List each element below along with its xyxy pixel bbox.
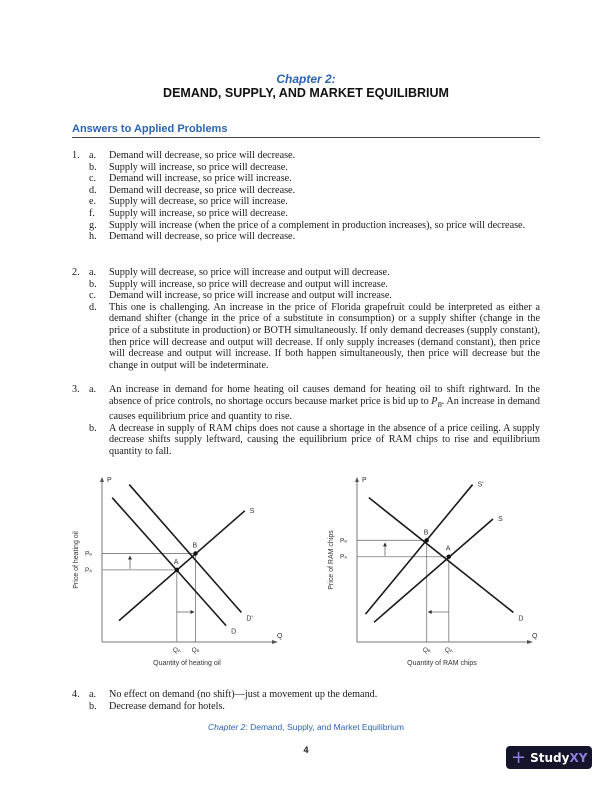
item-letter: g. [89,219,97,231]
x-axis-arrow [272,640,278,644]
equilibrium-label: A [173,558,179,566]
item-text: Supply will decrease, so price will increase and output will decrease. [109,267,390,278]
list-item [72,173,540,185]
y-axis-label: Price of heating oil [73,531,80,589]
list-item [72,231,540,243]
list-item [72,220,540,232]
list-item [72,423,540,458]
x-axis-label: Quantity of RAM chips [407,660,477,667]
item-text: Demand will increase, so price will increase and output will increase. [109,290,392,302]
list-item [72,701,540,713]
equilibrium-point-a [175,568,179,572]
question-2 [72,267,540,371]
item-letter: d. [89,184,97,196]
list-item [72,196,540,208]
item-text: An increase in demand for home heating oil causes demand for heating oil to shift rightward. In the absence of price controls, no shortage occurs because market price is bid up to $P_B$. An increase in demand causes equilibrium price and quantity to rise. [109,384,540,423]
item-text: Demand will increase, so price will increase. [109,173,292,185]
curve-label: S [498,516,503,523]
quantity-tick-label: QA [172,647,181,654]
item-letter: a. [89,384,97,395]
list-item [72,150,540,162]
item-letter: f. [89,207,95,219]
brand-accent: XY [569,750,588,765]
list-item [72,689,540,701]
item-text: Demand will decrease, so price will decrease. [109,184,296,196]
item-text: Demand will decrease, so price will decrease. [109,150,296,161]
item-letter: a. [89,267,97,278]
list-item [72,185,540,197]
item-letter: c. [89,290,97,302]
ram-chips-chart [315,470,560,670]
item-text: Supply will increase, so price will decrease. [109,207,288,219]
item-letter: b. [89,161,97,173]
arrow-head [191,610,195,614]
item-text: This one is challenging. An increase in the price of Florida grapefruit could be interpreted as either a demand shifter (change in the price of a substitute in consumption) or a supply shifter (change in the price of a substitute in production) or BOTH simultaneously. If only demand decreases (supply constant), then price will decrease and output will decrease. If only supply increases (demand constant), then price will decrease and output will increase. If both happen simultaneously, then price will decrease but the change in output will be indeterminate. [109,301,540,371]
curve-S [374,519,493,622]
equilibrium-point-b [425,538,429,542]
list-item [72,290,540,302]
quantity-tick-label: QA [444,647,453,654]
item-letter: d. [89,301,97,313]
quantity-tick-label: QB [422,647,431,654]
question-3 [72,384,540,458]
studyxy-badge[interactable] [506,746,592,769]
item-text: Supply will increase, so price will decrease. [109,161,288,173]
curve-D [369,498,514,613]
x-axis-arrow [527,640,533,644]
plus-icon: + [511,746,527,768]
list-item [72,302,540,372]
item-text: No effect on demand (no shift)—just a movement up the demand. [109,689,378,700]
price-tick-label: PB [339,537,347,545]
page-title: DEMAND, SUPPLY, AND MARKET EQUILIBRIUM [163,86,449,100]
curve-label: D [231,628,237,636]
item-text: Demand will decrease, so price will decrease. [109,231,296,243]
item-text: Supply will increase, so price will decrease and output will increase. [109,278,388,290]
question-4 [72,689,540,712]
item-letter: b. [89,278,97,290]
item-letter: c. [89,173,97,185]
question-1 [72,150,540,243]
curve-label: D [518,615,524,623]
y-axis-letter: P [362,477,367,484]
brand-main: Study [530,750,570,765]
y-axis-arrow [100,477,104,482]
arrow-head [128,555,132,559]
item-letter: b. [89,700,97,712]
price-tick-label: PB [84,550,92,558]
quantity-tick-label: QB [191,647,200,654]
arrow-head [428,610,432,614]
running-footer: Chapter 2: Demand, Supply, and Market Equilibrium [208,722,404,732]
price-tick-label: PA [339,553,347,561]
item-text: A decrease in supply of RAM chips does not cause a shortage in the absence of a price ceiling. A supply decrease shifts supply leftward, causing the equilibrium price of RAM chips to rise and equilibrium quantity to fall. [109,422,540,457]
curve-D [112,498,226,626]
equilibrium-label: B [423,529,429,537]
price-symbol: P [431,395,438,407]
curve-label: S [249,507,255,515]
question-number: 1. [72,150,80,161]
question-number: 4. [72,689,80,700]
curve-D-prime [129,485,241,613]
list-item [72,267,540,279]
item-letter: e. [89,196,97,208]
chapter-label: Chapter 2: [276,72,336,86]
curve-label: D' [246,615,253,623]
page-number: 4 [303,745,309,755]
equilibrium-label: B [192,542,198,550]
equilibrium-label: A [445,545,451,553]
arrow-head [383,542,387,546]
x-axis-letter: Q [532,633,538,640]
item-letter: a. [89,689,97,700]
item-text: Supply will decrease, so price will increase. [109,196,288,208]
equilibrium-point-b [193,551,197,555]
item-text: Supply will increase (when the price of a complement in production increases), so price will decrease. [109,219,526,231]
heating-oil-chart [60,470,305,670]
x-axis-letter: Q [277,633,283,640]
list-item [72,384,540,423]
y-axis-arrow [355,477,359,482]
list-item [72,279,540,291]
list-item [72,208,540,220]
item-letter: h. [89,231,97,243]
y-axis-label: Price of RAM chips [328,530,335,590]
section-heading: Answers to Applied Problems [72,123,540,138]
item-text: Decrease demand for hotels. [109,700,225,712]
y-axis-letter: P [107,477,112,484]
curve-S-prime [366,485,473,615]
curve-label: S' [477,481,484,489]
item-letter: a. [89,150,97,161]
price-tick-label: PA [84,566,92,574]
x-axis-label: Quantity of heating oil [153,660,221,667]
list-item [72,162,540,174]
item-letter: b. [89,422,97,434]
question-number: 3. [72,384,80,395]
equilibrium-point-a [447,555,451,559]
question-number: 2. [72,267,80,278]
